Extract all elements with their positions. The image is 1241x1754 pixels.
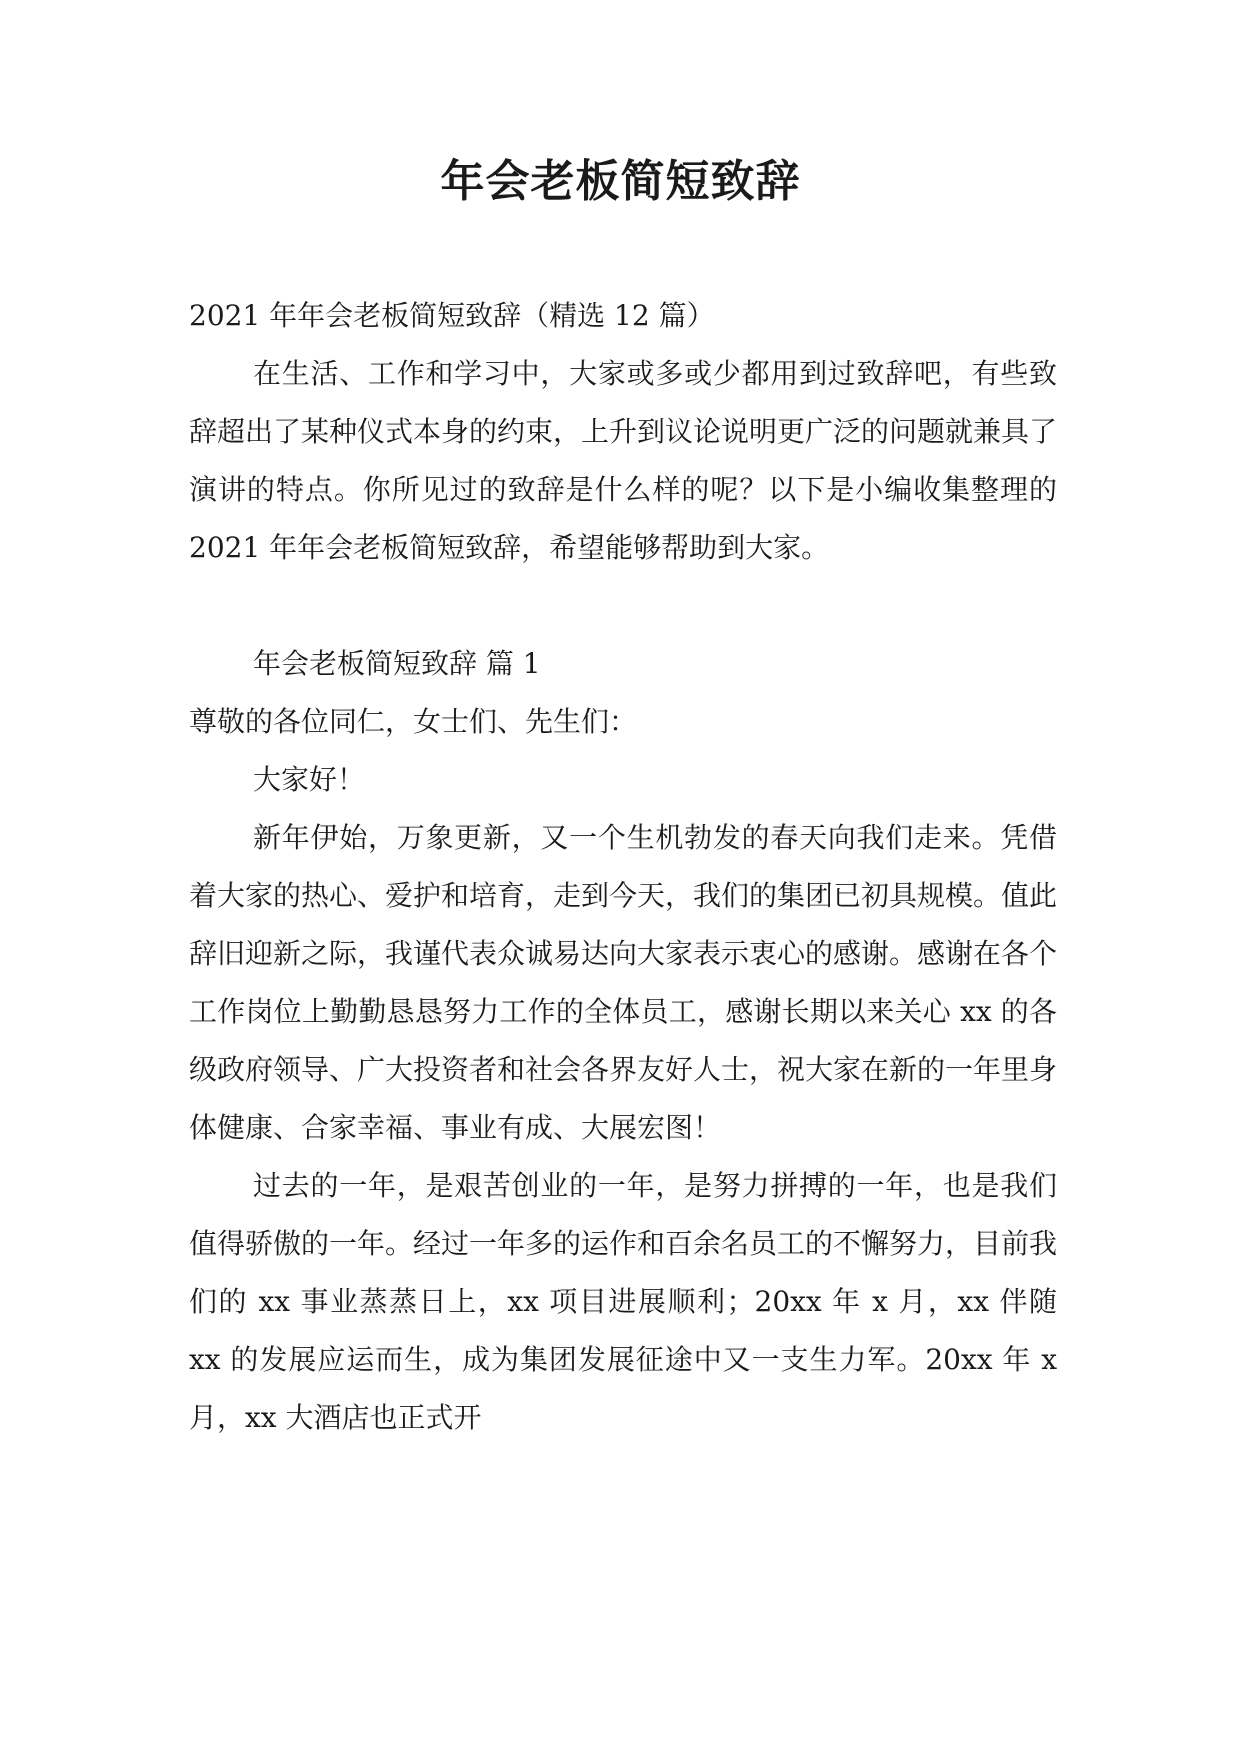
document-title: 年会老板简短致辞 <box>440 156 801 207</box>
document-subtitle: 2021 年年会老板简短致辞（精选 12 篇） <box>189 299 715 332</box>
document-body <box>189 287 1057 1447</box>
body-paragraph-1: 新年伊始，万象更新，又一个生机勃发的春天向我们走来。凭借着大家的热心、爱护和培育，走到今天，我们的集团已初具规模。值此辞旧迎新之际，我谨代表众诚易达向大家表示衷心的感谢。感谢在各个工作岗位上勤勤恳恳努力工作的全体员工，感谢长期以来关心 xx 的各级政府领导、广大投资者和社会各界友好人士，祝大家在新的一年里身体健康、合家幸福、事业有成、大展宏图！ <box>189 821 1058 1144</box>
section-heading: 年会老板简短致辞 篇 1 <box>253 647 541 680</box>
salutation: 尊敬的各位同仁，女士们、先生们： <box>189 705 638 738</box>
body-paragraph-2: 过去的一年，是艰苦创业的一年，是努力拼搏的一年，也是我们值得骄傲的一年。经过一年多的运作和百余名员工的不懈努力，目前我们的 xx 事业蒸蒸日上，xx 项目进展顺利；20xx 年 x 月，xx 伴随 xx 的发展应运而生，成为集团发展征途中又一支生力军。20xx 年 x 月，xx 大酒店也正式开 <box>189 1169 1058 1434</box>
greeting: 大家好！ <box>253 763 366 796</box>
intro-paragraph: 在生活、工作和学习中，大家或多或少都用到过致辞吧，有些致辞超出了某种仪式本身的约束，上升到议论说明更广泛的问题就兼具了演讲的特点。你所见过的致辞是什么样的呢？以下是小编收集整理的 2021 年年会老板简短致辞，希望能够帮助到大家。 <box>189 357 1058 564</box>
